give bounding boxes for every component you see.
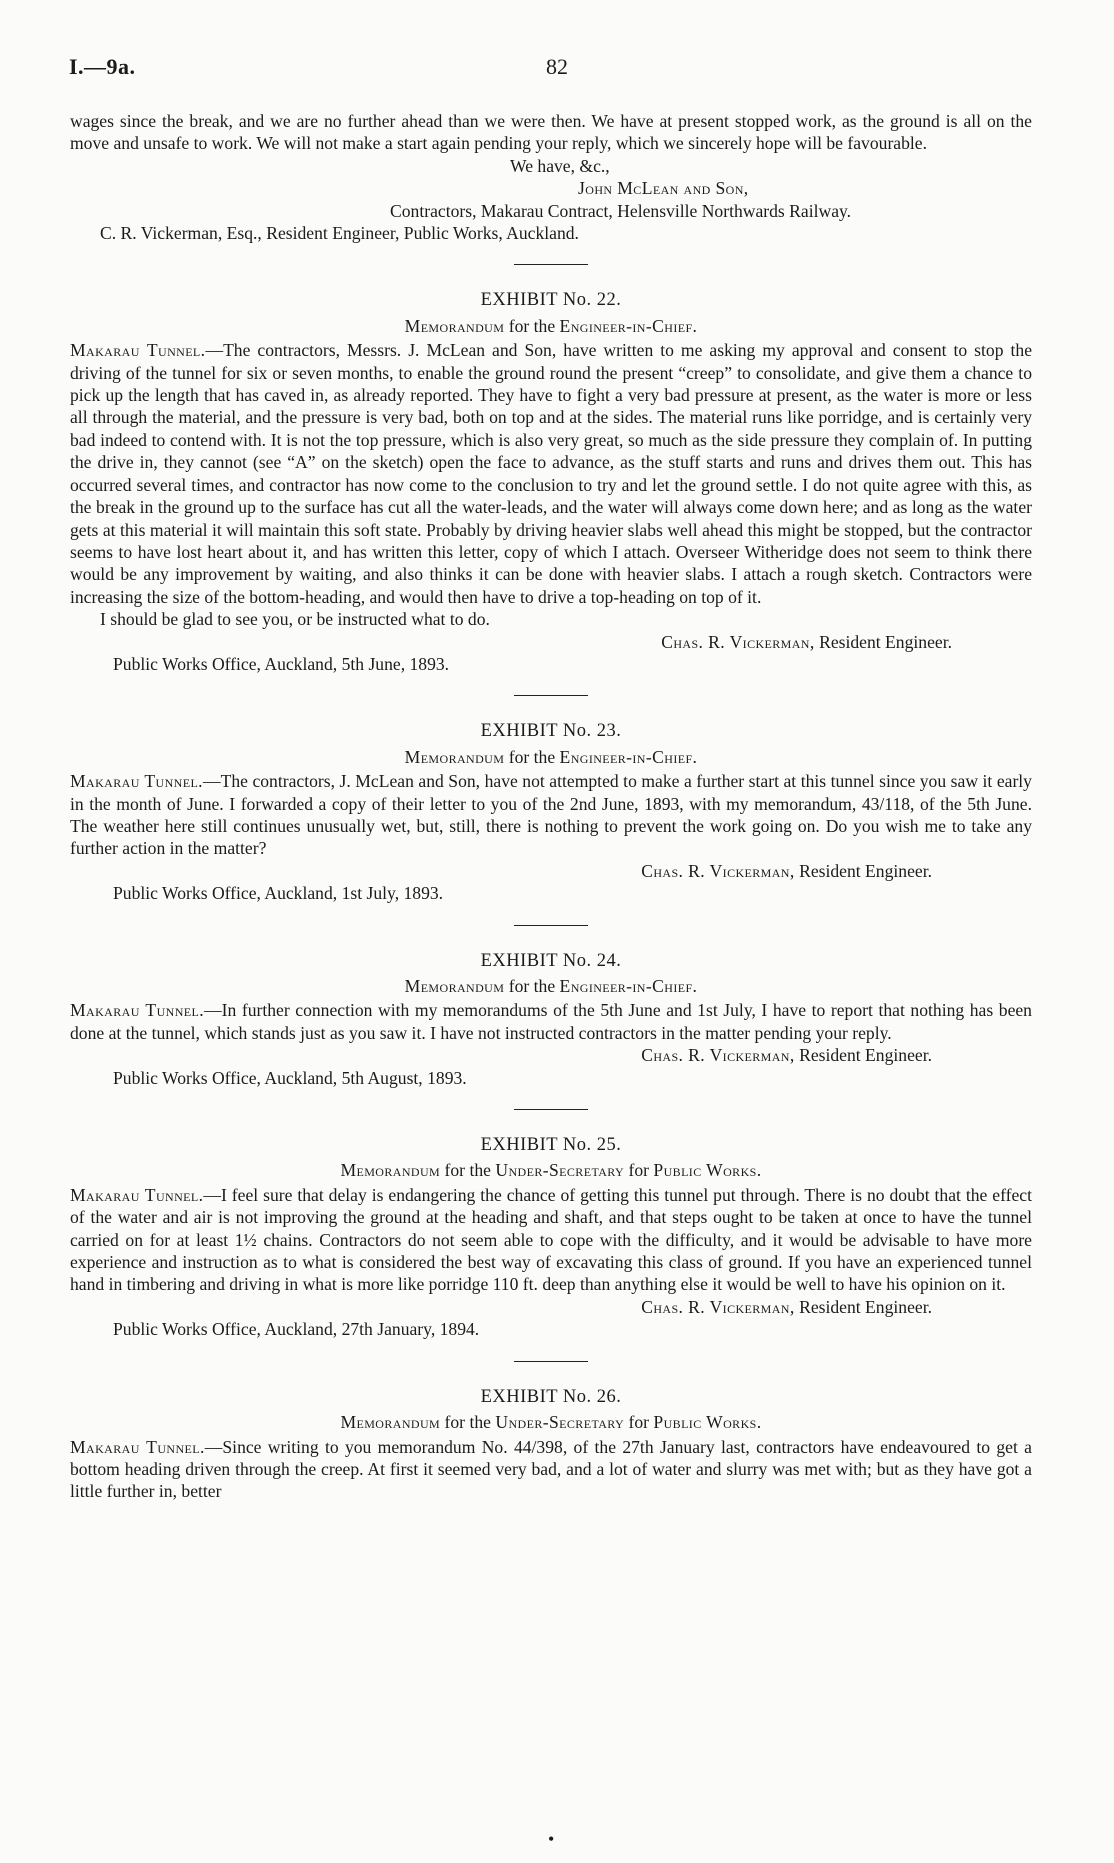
letter-closing: We have, &c., — [510, 155, 610, 176]
memo-heading: Memorandum for the Under-Secretary for Public Works. — [340, 1160, 762, 1181]
memo-paragraph: Makarau Tunnel.—Since writing to you memorandum No. 44/398, of the 27th January last, contractors have endeavoured to get a bottom heading driven through the creep. At first it seemed very bad, and a lot of water and slurry was met with; but as they have got a little further in, better — [70, 1436, 1032, 1502]
page-number: 82 — [546, 54, 568, 79]
exhibit-title: EXHIBIT No. 23. — [480, 721, 622, 742]
section-divider — [514, 1361, 588, 1362]
memo-subject: Makarau Tunnel. — [70, 1000, 205, 1021]
memo-heading: Memorandum for the Engineer-in-Chief. — [404, 746, 698, 767]
section-divider — [514, 925, 588, 926]
memo-paragraph: Makarau Tunnel.—I feel sure that delay is endangering the chance of getting this tunnel put through. There is no doubt that the effect of the water and air is not improving the ground at the heading and shaft, and that steps ought to be taken at once to have the tunnel carried on for at least 1½ chains. Contractors do not seem able to cope with the difficulty, and it would be advisable to have more experience and instruction as to what is considered the best way of excavating this class of ground. If you have an experienced tunnel hand in timbering and driving in what is more like porridge 110 ft. deep than anything else it would be well to have his opinion on it. — [70, 1184, 1032, 1295]
memo-paragraph: Makarau Tunnel.—The contractors, J. McLean and Son, have not attempted to make a further start at this tunnel since you saw it early in the month of June. I forwarded a copy of their letter to you of the 2nd June, 1893, with my memorandum, 43/118, of the 5th June. The weather here still continues unusually wet, but, still, there is nothing to prevent the work going on. Do you wish me to take any further action in the matter? — [70, 771, 1032, 859]
document-body — [70, 110, 1032, 1503]
memo-signature: Chas. R. Vickerman, Resident Engineer. — [641, 860, 932, 881]
section-divider — [514, 264, 588, 265]
memo-subject: Makarau Tunnel. — [70, 1436, 205, 1457]
section-divider — [514, 1109, 588, 1110]
memo-date: Public Works Office, Auckland, 27th January, 1894. — [113, 1319, 480, 1340]
page-header — [0, 54, 1114, 84]
letter-addressee: C. R. Vickerman, Esq., Resident Engineer, Public Works, Auckland. — [100, 223, 579, 244]
memo-date: Public Works Office, Auckland, 1st July, 1893. — [113, 883, 444, 904]
memo-heading: Memorandum for the Engineer-in-Chief. — [404, 976, 698, 996]
exhibit-title: EXHIBIT No. 26. — [480, 1386, 622, 1407]
letter-signatory-role: Contractors, Makarau Contract, Helensville Northwards Railway. — [390, 200, 852, 221]
memo-signature: Chas. R. Vickerman, Resident Engineer. — [641, 1296, 932, 1317]
memo-signature: Chas. R. Vickerman, Resident Engineer. — [641, 1045, 932, 1066]
memo-date: Public Works Office, Auckland, 5th August, 1893. — [113, 1067, 467, 1088]
memo-heading: Memorandum for the Engineer-in-Chief. — [404, 315, 698, 336]
memo-subject: Makarau Tunnel. — [70, 340, 206, 361]
exhibit-title: EXHIBIT No. 24. — [480, 950, 622, 971]
document-reference: I.—9a. — [69, 54, 136, 79]
section-divider — [514, 695, 588, 696]
letter-signatory: John McLean and Son, — [578, 178, 749, 199]
intro-paragraph: wages since the break, and we are no further ahead than we were then. We have at present stopped work, as the ground is all on the move and unsafe to work. We will not make a start again pending your reply, which we sincerely hope will be favourable. — [70, 111, 1032, 154]
memo-paragraph-extra: I should be glad to see you, or be instructed what to do. — [100, 609, 490, 630]
memo-paragraph: Makarau Tunnel.—The contractors, Messrs. J. McLean and Son, have written to me asking my approval and consent to stop the driving of the tunnel for six or seven months, to enable the ground round the present “creep” to consolidate, and give them a chance to pick up the length that has caved in, as already reported. They have to fight a very bad pressure at present, as the water is more or less all through the material, and the pressure is very bad, both on top and at the sides. The material runs like porridge, and is certainly very bad indeed to contend with. It is not the top pressure, which is also very great, so much as the side pressure they complain of. In putting the drive in, they cannot (see “A” on the sketch) open the face to advance, as the stuff starts and runs and drives them out. This has occurred several times, and contractor has now come to the conclusion to try and let the ground settle. I do not quite agree with this, as the break in the ground up to the surface has cut all the water-leads, and the water will always come down here; and as long as the water gets at this material it will maintain this soft state. Probably by driving heavier slabs well ahead this might be stopped, but the contractor seems to have lost heart about it, and has written this letter, copy of which I attach. Overseer Witheridge does not seem to think there would be any improvement by waiting, and also thinks it can be done with heavier slabs. I attach a rough sketch. Contractors were increasing the size of the bottom-heading, and would then have to drive a top-heading on top of it. — [70, 340, 1032, 607]
exhibit-title: EXHIBIT No. 22. — [480, 290, 622, 311]
exhibit-title: EXHIBIT No. 25. — [480, 1135, 622, 1156]
memo-heading: Memorandum for the Under-Secretary for Public Works. — [340, 1412, 762, 1433]
memo-subject: Makarau Tunnel. — [70, 771, 203, 792]
memo-subject: Makarau Tunnel. — [70, 1184, 204, 1205]
footer-mark: • — [548, 1829, 555, 1849]
memo-paragraph: Makarau Tunnel.—In further connection with my memorandums of the 5th June and 1st July, I have to report that nothing has been done at the tunnel, which stands just as you saw it. I have not instructed contractors in the matter pending your reply. — [70, 1000, 1032, 1043]
memo-signature: Chas. R. Vickerman, Resident Engineer. — [661, 631, 952, 652]
memo-date: Public Works Office, Auckland, 5th June, 1893. — [113, 653, 450, 674]
